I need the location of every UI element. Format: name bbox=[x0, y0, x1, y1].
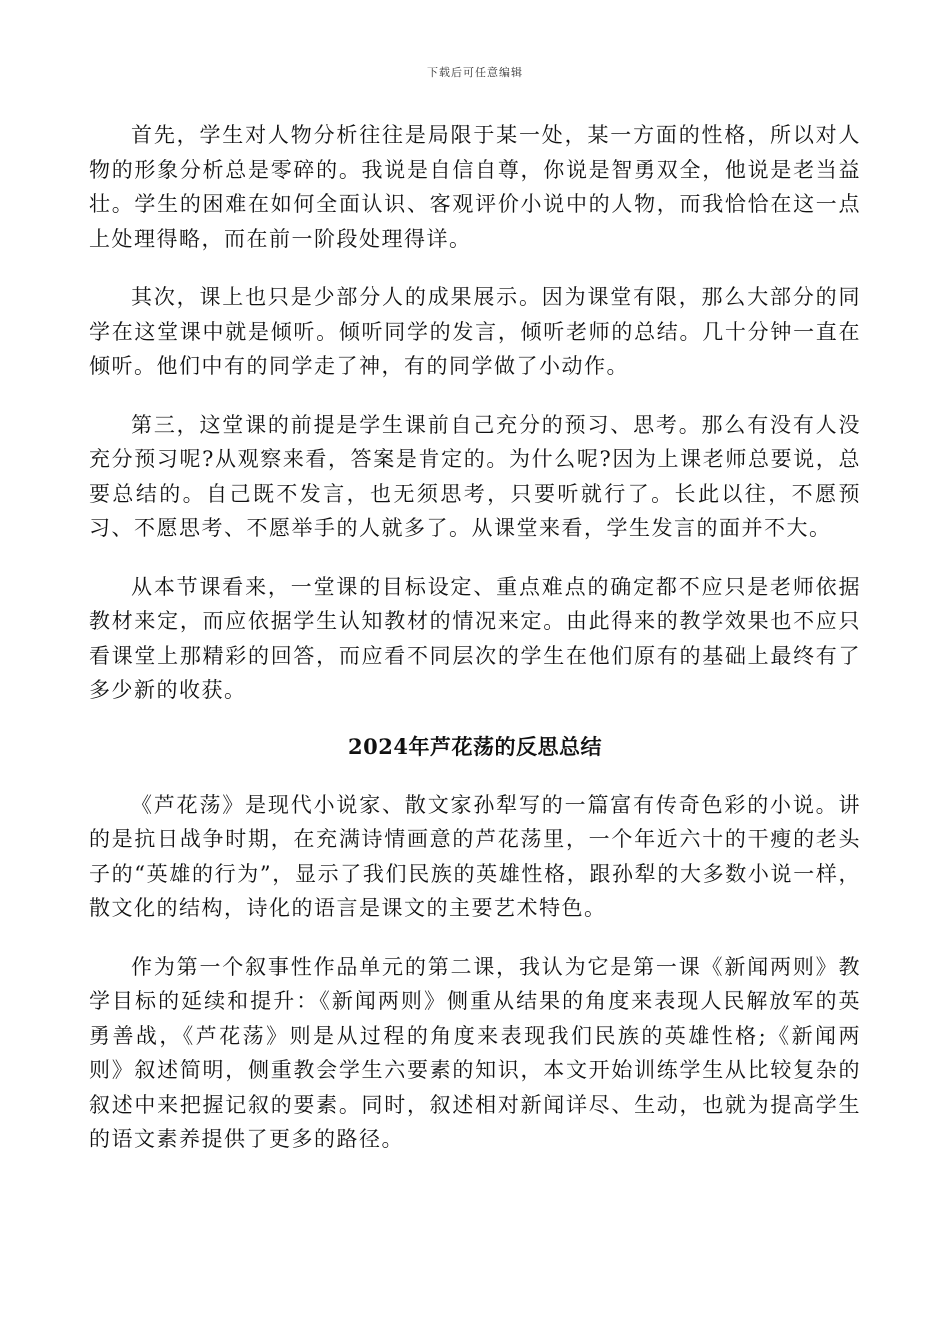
paragraph: 其次，课上也只是少部分人的成果展示。因为课堂有限，那么大部分的同学在这堂课中就是倾听。倾听同学的发言，倾听老师的总结。几十分钟一直在倾听。他们中有的同学走了神，有的同学做了小动作。 bbox=[89, 285, 861, 378]
paragraph: 第三，这堂课的前提是学生课前自己充分的预习、思考。那么有没有人没充分预习呢?从观察来看，答案是肯定的。为什么呢?因为上课老师总要说，总要总结的。自己既不发言，也无须思考，只要听就行了。长此以往，不愿预习、不愿思考、不愿举手的人就多了。从课堂来看，学生发言的面并不大。 bbox=[89, 412, 861, 540]
paragraph: 从本节课看来，一堂课的目标设定、重点难点的确定都不应只是老师依据教材来定，而应依据学生认知教材的情况来定。由此得来的教学效果也不应只看课堂上那精彩的回答，而应看不同层次的学生在他们原有的基础上最终有了多少新的收获。 bbox=[89, 574, 861, 702]
page-header: 下载后可任意编辑 bbox=[427, 66, 523, 79]
section-title: 2024年芦花荡的反思总结 bbox=[348, 733, 602, 759]
paragraph: 作为第一个叙事性作品单元的第二课，我认为它是第一课《新闻两则》教学目标的延续和提升：《新闻两则》侧重从结果的角度来表现人民解放军的英勇善战，《芦花荡》则是从过程的角度来表现我们民族的英雄性格;《新闻两则》叙述简明，侧重教会学生六要素的知识，本文开始训练学生从比较复杂的叙述中来把握记叙的要素。同时，叙述相对新闻详尽、生动，也就为提高学生的语文素养提供了更多的路径。 bbox=[89, 954, 861, 1151]
paragraph: 首先，学生对人物分析往往是局限于某一处，某一方面的性格，所以对人物的形象分析总是零碎的。我说是自信自尊，你说是智勇双全，他说是老当益壮。学生的困难在如何全面认识、客观评价小说中的人物，而我恰恰在这一点上处理得略，而在前一阶段处理得详。 bbox=[89, 123, 861, 251]
paragraph: 《芦花荡》是现代小说家、散文家孙犁写的一篇富有传奇色彩的小说。讲的是抗日战争时期，在充满诗情画意的芦花荡里，一个年近六十的干瘦的老头子的“英雄的行为”，显示了我们民族的英雄性格，跟孙犁的大多数小说一样，散文化的结构，诗化的语言是课文的主要艺术特色。 bbox=[89, 792, 861, 920]
document-body bbox=[89, 118, 861, 1181]
